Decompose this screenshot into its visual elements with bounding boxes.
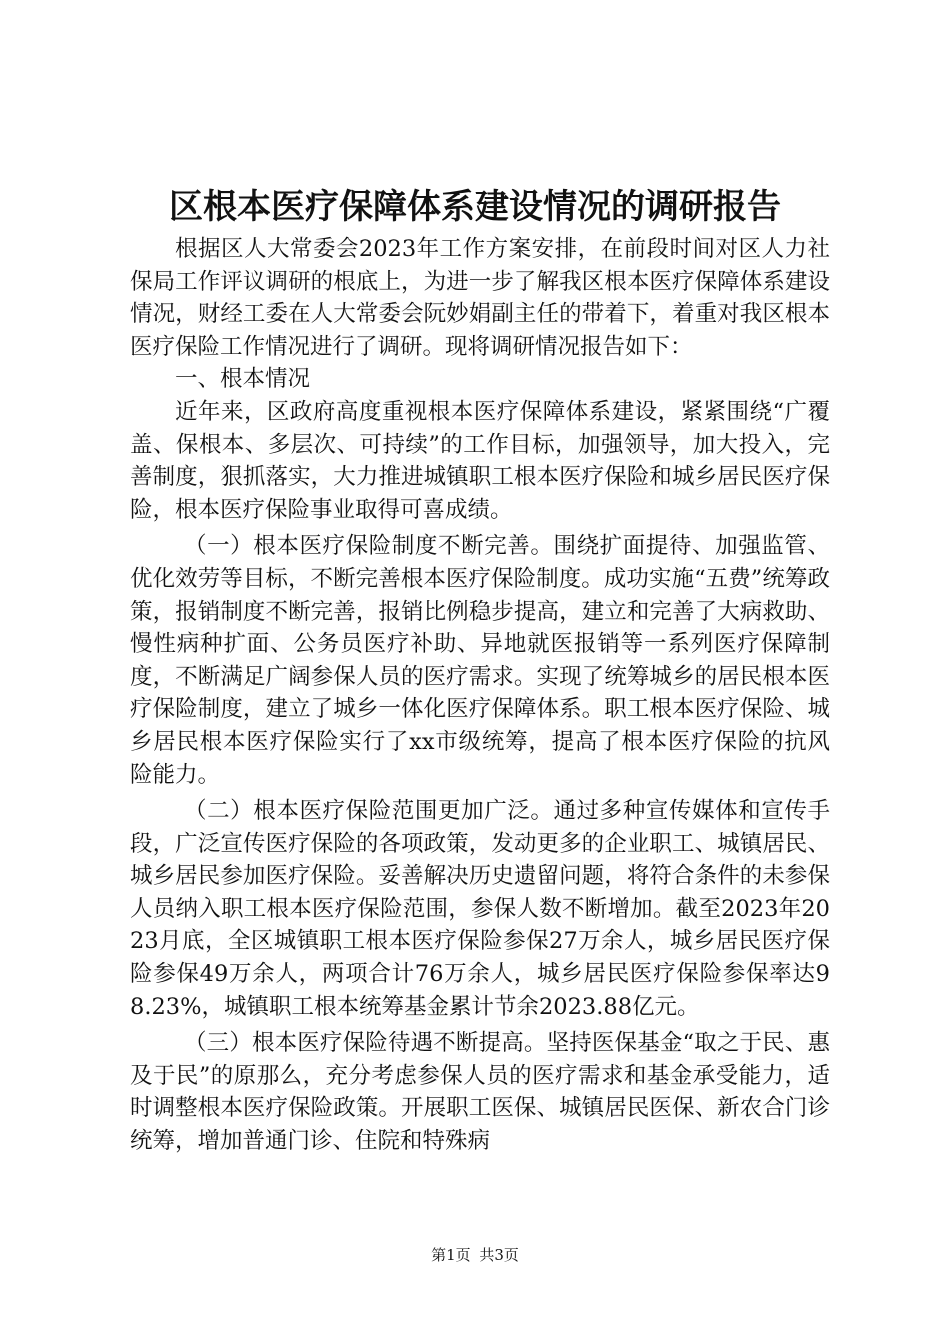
section-heading-basic-situation: 一、根本情况 [175, 366, 311, 393]
document-body [130, 233, 830, 1158]
item-1-paragraph: （一）根本医疗保险制度不断完善。围绕扩面提待、加强监管、优化效劳等目标，不断完善根本医疗保险制度。成功实施“五费”统筹政策，报销制度不断完善，报销比例稳步提高，建立和完善了大病救助、慢性病种扩面、公务员医疗补助、异地就医报销等一系列医疗保障制度，不断满足广阔参保人员的医疗需求。实现了统筹城乡的居民根本医疗保险制度，建立了城乡一体化医疗保障体系。职工根本医疗保险、城乡居民根本医疗保险实行了xx市级统筹，提高了根本医疗保险的抗风险能力。 [130, 533, 830, 788]
item-2-paragraph: （二）根本医疗保险范围更加广泛。通过多种宣传媒体和宣传手段，广泛宣传医疗保险的各项政策，发动更多的企业职工、城镇居民、城乡居民参加医疗保险。妥善解决历史遗留问题，将符合条件的未参保人员纳入职工根本医疗保险范围，参保人数不断增加。截至2023年2023月底，全区城镇职工根本医疗保险参保27万余人，城乡居民医疗保险参保49万余人，两项合计76万余人，城乡居民医疗保险参保率达98.23%，城镇职工根本统筹基金累计节余2023.88亿元。 [130, 798, 830, 1020]
overview-paragraph: 近年来，区政府高度重视根本医疗保障体系建设，紧紧围绕“广覆盖、保根本、多层次、可持续”的工作目标，加强领导，加大投入，完善制度，狠抓落实，大力推进城镇职工根本医疗保险和城乡居民医疗保险，根本医疗保险事业取得可喜成绩。 [130, 398, 830, 523]
item-3-paragraph: （三）根本医疗保险待遇不断提高。坚持医保基金“取之于民、惠及于民”的原那么，充分考虑参保人员的医疗需求和基金承受能力，适时调整根本医疗保险政策。开展职工医保、城镇居民医保、新农合门诊统筹，增加普通门诊、住院和特殊病 [130, 1030, 830, 1155]
document-title: 区根本医疗保障体系建设情况的调研报告 [169, 187, 781, 227]
page-number: 第1页 [431, 1246, 471, 1264]
intro-paragraph: 根据区人大常委会2023年工作方案安排，在前段时间对区人力社保局工作评议调研的根底上，为进一步了解我区根本医疗保障体系建设情况，财经工委在人大常委会阮妙娟副主任的带着下，着重对我区根本医疗保险工作情况进行了调研。现将调研情况报告如下： [130, 236, 830, 360]
page-total: 共3页 [479, 1246, 519, 1264]
page-footer [0, 1245, 950, 1265]
